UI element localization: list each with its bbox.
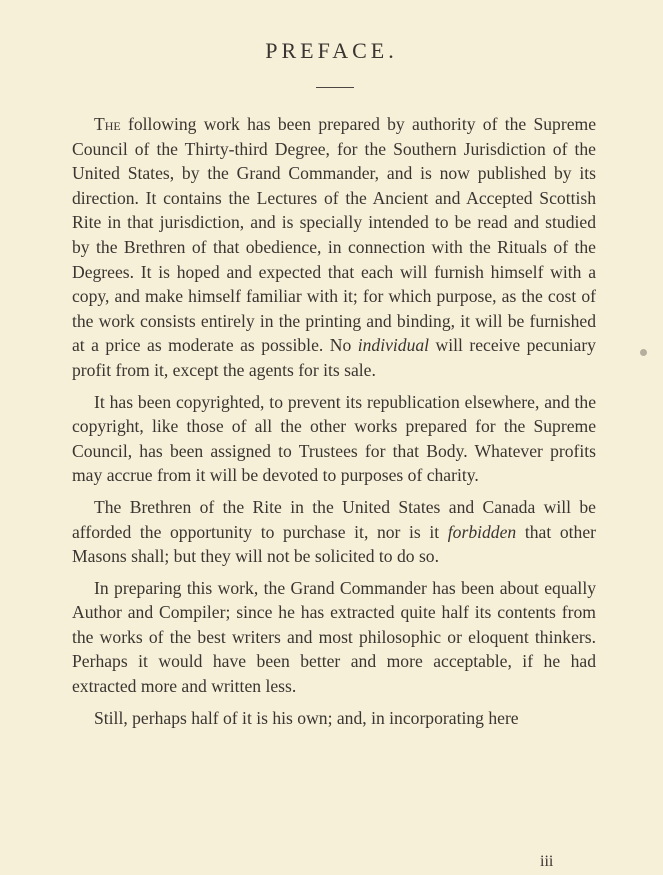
paragraph-text: The Brethren of the Rite in the United States and Canada will be afforded the opportunity to purchase it, nor is it: [72, 496, 596, 542]
paragraph-text: following work has been prepared by authority of the Supreme Council of the Thirty-third Degree, for the Southern Jurisdiction of the United States, by the Grand Commander, and is now published by its direction. It contains the Lectures of the Ancient and Accepted Scottish Rite in that jurisdiction, and is specially intended to be read and studied by the Brethren of that obedience, in connection with the Rituals of the Degrees. It is hoped and expected that each will furnish himself with a copy, and make himself familiar with it; for which purpose, as the cost of the work consists entirely in the printing and binding, it will be furnished at a price as moderate as possible. No: [72, 114, 596, 356]
page-number: iii: [540, 853, 554, 870]
preface-body: [72, 112, 596, 737]
paragraph-text: In preparing this work, the Grand Commander has been about equally Author and Compiler; since he has extracted quite half its contents from the works of the best writers and most philosophic or eloquent thinkers. Perhaps it would have been better and more acceptable, if he had extracted more and written less.: [72, 577, 596, 697]
page-title: PREFACE.: [265, 38, 398, 63]
paragraph-2: [72, 390, 596, 488]
paragraph-1: [72, 112, 596, 383]
emphasis-word: forbidden: [447, 521, 517, 542]
paragraph-3: [72, 495, 596, 569]
paragraph-text-after: that other Masons shall; but they will not be solicited to do so.: [72, 521, 596, 567]
emphasis-word: individual: [357, 335, 430, 356]
paragraph-lead-word: The: [94, 114, 121, 134]
paper-spot: [640, 349, 647, 356]
paragraph-4: [72, 576, 596, 699]
paragraph-text: Still, perhaps half of it is his own; and, in incorporating here: [94, 707, 519, 728]
paragraph-5: [72, 706, 596, 731]
paragraph-text: It has been copyrighted, to prevent its republication elsewhere, and the copyright, like those of all the other works prepared for the Supreme Council, has been assigned to Trustees for that Body. Whatever profits may accrue from it will be devoted to purposes of charity.: [72, 391, 596, 486]
title-rule: [316, 87, 354, 88]
paragraph-text-after: will receive pecuniary profit from it, except the agents for its sale.: [72, 335, 596, 380]
